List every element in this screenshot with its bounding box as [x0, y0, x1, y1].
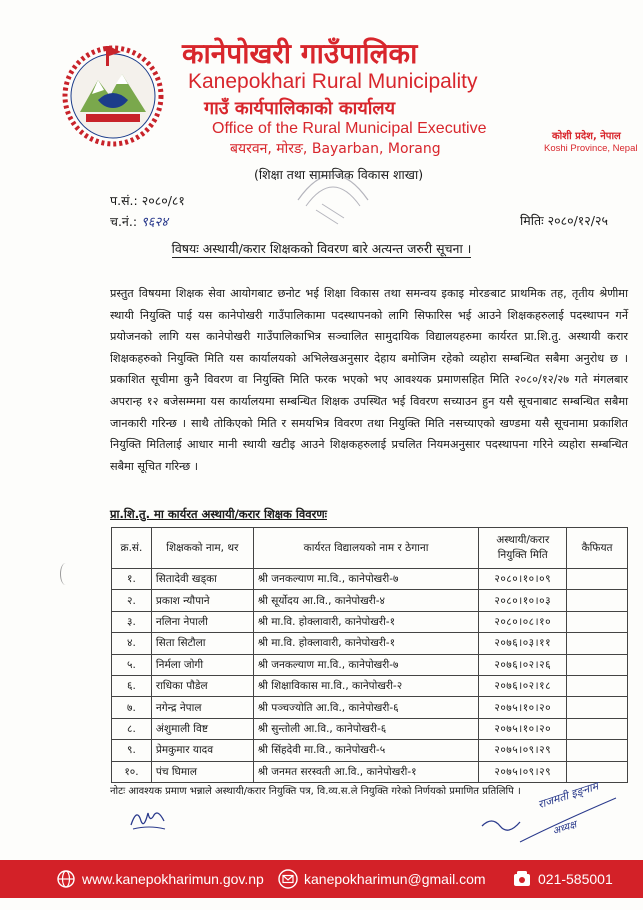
- table-title: प्रा.शि.तु. मा कार्यरत अस्थायी/करार शिक्षक विवरणः: [110, 507, 327, 521]
- table-row: [112, 740, 628, 761]
- school-cell: श्री मा.वि. होक्लावारी, कानेपोखरी-१: [253, 611, 479, 632]
- remarks-cell: [567, 675, 628, 696]
- remarks-cell: [567, 697, 628, 718]
- appointment-date-cell: २०७५।१०।२०: [479, 697, 567, 718]
- column-header: शिक्षकको नाम, थर: [151, 528, 253, 569]
- globe-icon: [56, 869, 76, 889]
- remarks-cell: [567, 718, 628, 739]
- school-cell: श्री जनमत सरस्वती आ.वि., कानेपोखरी-१: [253, 761, 479, 782]
- serial-cell: ८.: [112, 718, 152, 739]
- province-english: Koshi Province, Nepal: [544, 143, 638, 154]
- initial-signature-icon: [127, 803, 171, 833]
- teacher-name-cell: सिता सिटौला: [151, 633, 253, 654]
- signatory-name: राजमती इङ्नाम: [536, 779, 600, 812]
- dispatch-label: च.नं.:: [110, 214, 138, 229]
- margin-mark: [60, 563, 71, 585]
- province-nepali: कोशी प्रदेश, नेपाल: [552, 131, 621, 142]
- branch-name: (शिक्षा तथा सामाजिक विकास शाखा): [254, 167, 424, 182]
- table-row: [112, 675, 628, 696]
- reference-number: [110, 192, 185, 209]
- teacher-name-cell: प्रेमकुमार यादव: [151, 740, 253, 761]
- appointment-date-cell: २०८०।१०।०३: [479, 590, 567, 611]
- phone-text[interactable]: 021-585001: [538, 871, 613, 887]
- reference-label: प.सं.:: [110, 193, 138, 208]
- serial-cell: ७.: [112, 697, 152, 718]
- signatory-title: अध्यक्ष: [551, 819, 578, 838]
- table-row: [112, 761, 628, 782]
- appointment-date-cell: २०७६।०३।११: [479, 633, 567, 654]
- school-cell: श्री सिंहदेवी मा.वि., कानेपोखरी-५: [253, 740, 479, 761]
- teacher-name-cell: अंशुमाली विष्ट: [151, 718, 253, 739]
- table-header-row: [112, 528, 628, 569]
- serial-cell: १०.: [112, 761, 152, 782]
- remarks-cell: [567, 590, 628, 611]
- teacher-name-cell: नगेन्द्र नेपाल: [151, 697, 253, 718]
- column-header: कैफियत: [567, 528, 628, 569]
- school-cell: श्री जनकल्याण मा.वि., कानेपोखरी-७: [253, 569, 479, 590]
- appointment-date-cell: २०७५।१०।२०: [479, 718, 567, 739]
- teacher-name-cell: पंच घिमाल: [151, 761, 253, 782]
- municipality-title-english: Kanepokhari Rural Municipality: [188, 70, 478, 93]
- reference-value: २०८०/८१: [141, 193, 185, 208]
- school-cell: श्री सुन्तोली आ.वि., कानेपोखरी-६: [253, 718, 479, 739]
- table-row: [112, 569, 628, 590]
- column-header: कार्यरत विद्यालयको नाम र ठेगाना: [253, 528, 479, 569]
- school-cell: श्री पञ्चज्योति आ.वि., कानेपोखरी-६: [253, 697, 479, 718]
- footer-email[interactable]: [278, 860, 486, 898]
- appointment-date-cell: २०८०।०८।१०: [479, 611, 567, 632]
- office-title-english: Office of the Rural Municipal Executive: [212, 120, 487, 137]
- office-address: बयरवन, मोरङ, Bayarban, Morang: [230, 141, 441, 157]
- appointment-date-cell: २०७५।०९।२९: [479, 761, 567, 782]
- serial-cell: ६.: [112, 675, 152, 696]
- school-cell: श्री सूर्योदय आ.वि., कानेपोखरी-४: [253, 590, 479, 611]
- serial-cell: २.: [112, 590, 152, 611]
- dispatch-number: [110, 212, 168, 230]
- column-header: अस्थायी/करार नियुक्ति मिति: [479, 528, 567, 569]
- appointment-date-cell: २०७६।०२।२६: [479, 654, 567, 675]
- footer-phone[interactable]: [512, 860, 613, 898]
- appointment-date-cell: २०८०।१०।०९: [479, 569, 567, 590]
- subject-text: विषयः अस्थायी/करार शिक्षकको विवरण बारे अत्यन्त जरुरी सूचना ।: [171, 241, 472, 256]
- remarks-cell: [567, 611, 628, 632]
- serial-cell: ५.: [112, 654, 152, 675]
- phone-icon: [512, 869, 532, 889]
- date-label: मितिः: [520, 213, 544, 228]
- mail-icon: [278, 869, 298, 889]
- serial-cell: ३.: [112, 611, 152, 632]
- footnote: नोटः आवश्यक प्रमाण भन्नाले अस्थायी/करार नियुक्ति पत्र, वि.व्य.स.ले नियुक्ति गरेको निर्णयको प्रमाणित प्रतिलिपि ।: [110, 786, 521, 797]
- dispatch-value: ९६२४: [141, 215, 169, 230]
- letter-date: [520, 212, 608, 229]
- notice-body: प्रस्तुत विषयमा शिक्षक सेवा आयोगबाट छनोट भई शिक्षा विकास तथा समन्वय इकाइ मोरङबाट प्राथमिक तह, तृतीय श्रेणीमा स्थायी नियुक्ति पाई यस कानेपोखरी गाउँपालिकामा पदस्थापनको लागि सिफारिस भई आउने शिक्षकहरुलाई पदस्थापन गर्ने प्रयोजनको लागि यस कानेपोखरी गाउँपालिकाभित्र सञ्चालित सामुदायिक विद्यालयहरुमा कार्यरत प्रा.शि.तु. अस्थायी करार शिक्षकहरुको नियुक्ति मिति यस कार्यालयको अभिलेखअनुसार देहाय बमोजिम रहेको व्यहोरा सम्बन्धित सबैमा अनुरोध छ । प्रकाशित सूचीमा कुनै विवरण वा नियुक्ति मिति फरक भएको भए आवश्यक प्रमाणसहित मिति २०८०/१२/२७ गते मंगलबार अपरान्ह १२ बजेसम्ममा यस कार्यालयमा सम्बन्धित शिक्षक उपस्थित भई विवरण सच्याउन हुन यसै सूचनाबाट सम्बन्धित सबैमा जानकारी गरिन्छ । साथै तोकिएको मिति र समयभित्र विवरण तथा नियुक्ति मिति नसच्याएको खण्डमा यसै सूचनामा प्रकाशित नियुक्ति मितिलाई आधार मानी स्थायी खटीइ आउने शिक्षकहरुलाई प्रचलित नियमअनुसार पदस्थापना गरिने व्यहोरा सम्बन्धित सबैमा सूचित गरिन्छ ।: [110, 287, 628, 473]
- table-row: [112, 611, 628, 632]
- teacher-name-cell: निर्मला जोगी: [151, 654, 253, 675]
- serial-cell: ४.: [112, 633, 152, 654]
- remarks-cell: [567, 569, 628, 590]
- school-cell: श्री मा.वि. होक्लावारी, कानेपोखरी-१: [253, 633, 479, 654]
- subject-line: [0, 240, 643, 257]
- table-row: [112, 718, 628, 739]
- website-text[interactable]: www.kanepokharimun.gov.np: [82, 871, 264, 887]
- table-row: [112, 697, 628, 718]
- table-row: [112, 633, 628, 654]
- date-value: २०८०/१२/२५: [547, 213, 609, 228]
- email-text[interactable]: kanepokharimun@gmail.com: [304, 871, 486, 887]
- school-cell: श्री जनकल्याण मा.वि., कानेपोखरी-७: [253, 654, 479, 675]
- teacher-table: [111, 527, 628, 783]
- serial-cell: १.: [112, 569, 152, 590]
- table-row: [112, 654, 628, 675]
- office-title-nepali: गाउँ कार्यपालिकाको कार्यालय: [204, 98, 396, 119]
- teacher-name-cell: राधिका पौडेल: [151, 675, 253, 696]
- office-stamp-icon: [292, 160, 374, 226]
- table-row: [112, 590, 628, 611]
- serial-cell: ९.: [112, 740, 152, 761]
- remarks-cell: [567, 633, 628, 654]
- teacher-name-cell: प्रकाश न्यौपाने: [151, 590, 253, 611]
- teacher-name-cell: सितादेवी खड्का: [151, 569, 253, 590]
- emblem-icon: [58, 38, 168, 148]
- teacher-name-cell: नलिना नेपाली: [151, 611, 253, 632]
- remarks-cell: [567, 654, 628, 675]
- remarks-cell: [567, 761, 628, 782]
- municipality-title-nepali: कानेपोखरी गाउँपालिका: [182, 37, 418, 70]
- remarks-cell: [567, 740, 628, 761]
- school-cell: श्री शिक्षाविकास मा.वि., कानेपोखरी-२: [253, 675, 479, 696]
- column-header: क्र.सं.: [112, 528, 152, 569]
- footer-bar: [0, 860, 643, 898]
- footer-website[interactable]: [56, 860, 264, 898]
- appointment-date-cell: २०७५।०९।२९: [479, 740, 567, 761]
- appointment-date-cell: २०७६।०२।१८: [479, 675, 567, 696]
